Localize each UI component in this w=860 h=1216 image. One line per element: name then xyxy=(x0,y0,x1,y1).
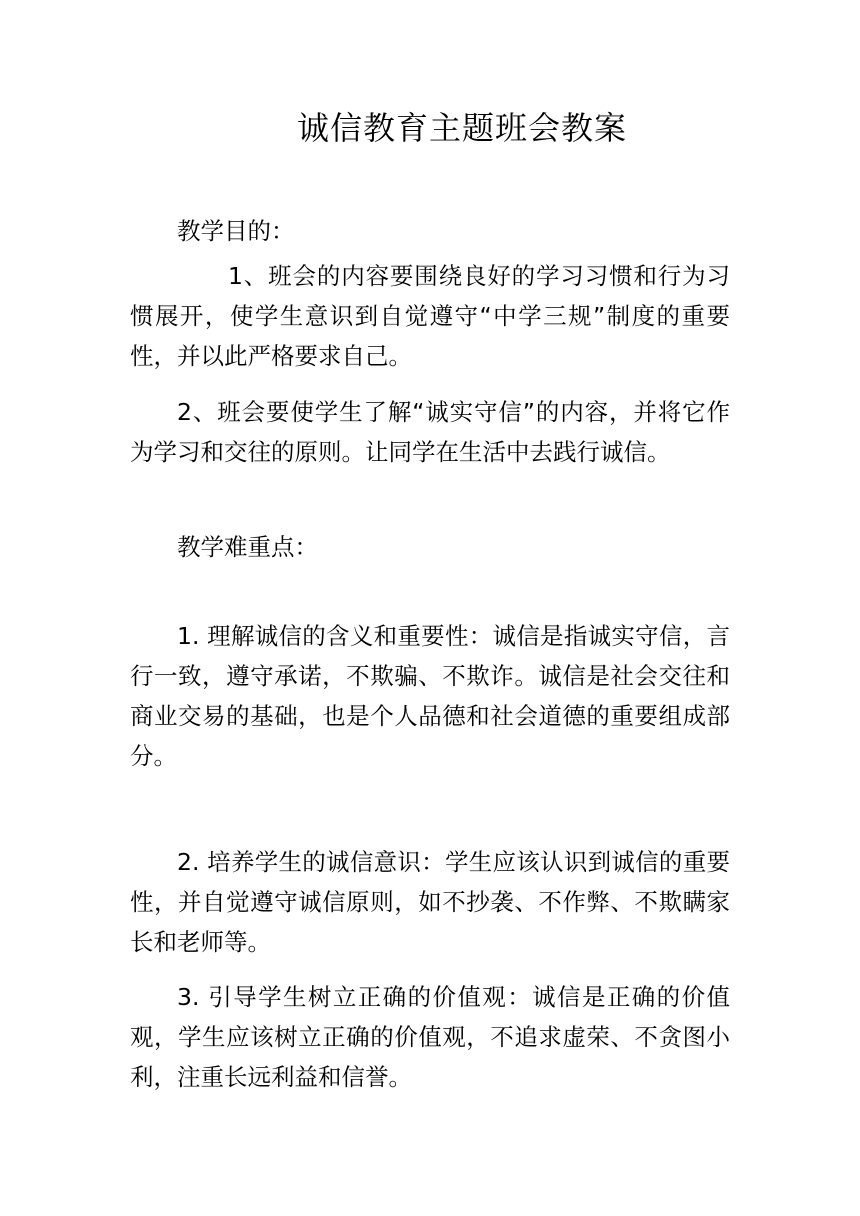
key-point-item-2: 2. 培养学生的诚信意识：学生应该认识到诚信的重要性，并自觉遵守诚信原则，如不抄袭、不作弊、不欺瞒家长和老师等。 xyxy=(130,848,730,956)
objectives-heading: 教学目的： xyxy=(177,217,295,245)
key-points-heading: 教学难重点： xyxy=(177,533,318,561)
key-point-item-1: 1. 理解诚信的含义和重要性：诚信是指诚实守信，言行一致，遵守承诺，不欺骗、不欺诈。诚信是社会交往和商业交易的基础，也是个人品德和社会道德的重要组成部分。 xyxy=(130,622,730,770)
objective-item-1: 1、班会的内容要围绕良好的学习习惯和行为习惯展开，使学生意识到自觉遵守“中学三规”制度的重要性，并以此严格要求自己。 xyxy=(130,262,730,370)
key-point-item-3: 3. 引导学生树立正确的价值观：诚信是正确的价值观，学生应该树立正确的价值观，不追求虚荣、不贪图小利，注重长远利益和信誉。 xyxy=(130,983,730,1091)
objective-item-2: 2、班会要使学生了解“诚实守信”的内容，并将它作为学习和交往的原则。让同学在生活中去践行诚信。 xyxy=(130,398,730,466)
document-title: 诚信教育主题班会教案 xyxy=(296,109,627,147)
